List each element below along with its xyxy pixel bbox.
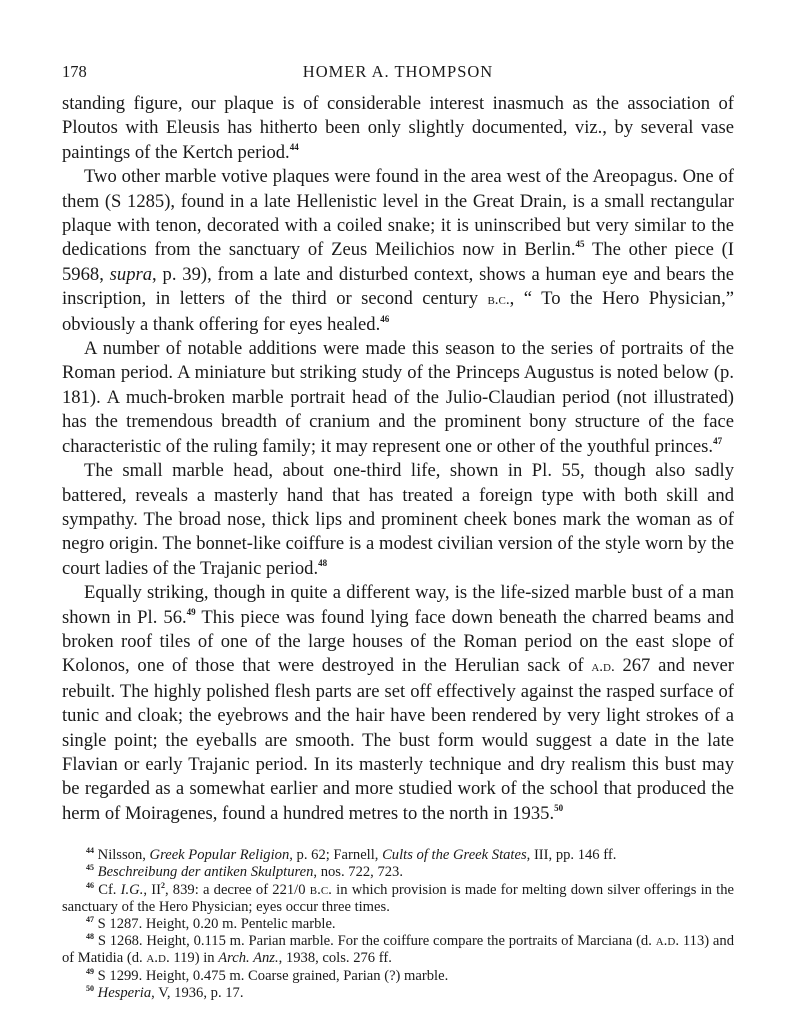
footnote-ref: 46: [380, 313, 390, 324]
small-caps-text: a.d.: [655, 933, 680, 950]
running-header: [62, 62, 734, 86]
footnote-number: 47: [86, 915, 94, 924]
footnote: [62, 916, 734, 933]
small-caps-text: a.d.: [146, 950, 170, 967]
small-caps-text: a.d.: [591, 659, 615, 676]
footnote: [62, 847, 734, 864]
text-run: 267 and never rebuilt. The highly polished flesh parts are set off effectively against the rasped surface of tunic and cloak; the eyebrows and the hair have been rendered by very light strokes of a single point; the eyeballs are smooth. The bust form would suggest a date in the late Flavian or early Trajanic period. In its masterly technique and dry realism this bust may be regarded as a somewhat earlier and more studied work of the school that produced the herm of Moiragenes, found a hundred metres to the north in 1935.: [62, 655, 734, 824]
footnote: [62, 968, 734, 985]
paragraph: [62, 165, 734, 337]
footnotes: [62, 847, 734, 1002]
footnote-ref: 47: [713, 435, 723, 446]
text-run: , p. 62; Farnell,: [289, 847, 383, 864]
footnote-number: 48: [86, 932, 94, 942]
footnote: [62, 882, 734, 916]
footnote-ref: 50: [554, 802, 564, 813]
small-caps-text: b.c.: [309, 881, 332, 898]
small-caps-text: b.c.: [487, 292, 510, 309]
text-run: , 1938, cols. 276 ff.: [278, 950, 392, 967]
italic-text: Cults of the Greek States: [382, 847, 527, 864]
italic-text: Beschreibung der antiken Skulpturen: [97, 864, 314, 881]
text-run: in which provision is made for melting down silver offerings in the sanctuary of the Hero Physician; eyes occur three times.: [62, 881, 734, 915]
text-run: , “ To the Hero Physician,” obviously a thank offering for eyes healed.: [62, 288, 734, 335]
text-run: , II: [143, 881, 161, 898]
page-number: 178: [62, 62, 87, 81]
text-run: A number of notable additions were made this season to the series of portraits of the Roman period. A miniature but striking study of the Princeps Augustus is noted below (p. 181). A much-broken marble portrait head of the Julio-Claudian period (not illustrated) has the tremendous breadth of cranium and the prominent bony structure of the face characteristic of the ruling family; it may represent one or other of the youthful princes.: [62, 338, 734, 457]
page: [62, 62, 734, 1002]
text-run: The small marble head, about one-third life, shown in Pl. 55, though also sadly battered, reveals a masterly hand that has treated a foreign type with both skill and sympathy. The broad nose, thick lips and prominent cheek bones mark the woman as of negro origin. The bonnet-like coiffure is a modest civilian version of the style worn by the court ladies of the Trajanic period.: [62, 460, 734, 579]
italic-text: I.G.: [120, 881, 144, 898]
footnote: [62, 933, 734, 967]
footnote-number: 44: [86, 846, 94, 856]
footnote-ref: 45: [575, 239, 585, 250]
text-run: Cf.: [94, 881, 121, 898]
footnote-ref: 48: [318, 557, 328, 568]
text-run: Nilsson,: [94, 847, 150, 864]
italic-text: Hesperia: [97, 984, 152, 1001]
text-run: S 1287. Height, 0.20 m. Pentelic marble.: [94, 916, 336, 932]
paragraph: [62, 459, 734, 581]
footnote-ref: 44: [289, 141, 299, 152]
text-run: S 1268. Height, 0.115 m. Parian marble. For the coiffure compare the portraits of Marciana (d.: [94, 933, 656, 950]
footnote: [62, 985, 734, 1002]
main-text: [62, 92, 734, 826]
text-run: Equally striking, though in quite a different way, is the life-sized marble bust of a man shown in Pl. 56.: [62, 582, 734, 628]
text-run: , III, pp. 146 ff.: [526, 847, 617, 864]
paragraph: [62, 337, 734, 459]
text-run: , nos. 722, 723.: [313, 864, 403, 881]
text-run: standing figure, our plaque is of considerable interest inasmuch as the association of Ploutos with Eleusis has hitherto been only slightly documented, viz., by several vase paintings of the Kertch period.: [62, 93, 734, 163]
footnote-number: 46: [86, 880, 94, 890]
italic-text: supra: [109, 263, 153, 285]
text-run: , V, 1936, p. 17.: [151, 984, 244, 1001]
text-run: 119) in: [169, 950, 219, 967]
text-run: This piece was found lying face down beneath the charred beams and broken roof tiles of one of the large houses of the Roman period on the east slope of Kolonos, one of those that were destroyed in the Herulian sack of: [62, 606, 734, 677]
text-run: Two other marble votive plaques were found in the area west of the Areopagus. One of them (S 1285), found in a late Hellenistic level in the Great Drain, is a small rectangular plaque with tenon, decorated with a coiled snake; it is uninscribed but very similar to the dedications from the sanctuary of Zeus Meilichios now in Berlin.: [62, 166, 734, 261]
text-run: , 839: a decree of 221/0: [164, 881, 310, 898]
running-title: HOMER A. THOMPSON: [302, 62, 494, 81]
footnote-number: 49: [86, 966, 94, 976]
footnote-ref: 49: [186, 606, 196, 617]
text-run: S 1299. Height, 0.475 m. Coarse grained, Parian (?) marble.: [94, 967, 449, 984]
text-run: 113) and of Matidia (d.: [62, 933, 735, 967]
paragraph: [62, 581, 734, 826]
footnote: [62, 864, 734, 881]
footnote-number: 45: [86, 863, 94, 873]
paragraph: [62, 92, 734, 165]
italic-text: Arch. Anz.: [218, 950, 279, 967]
footnote-number: 50: [86, 983, 94, 993]
italic-text: Greek Popular Religion: [149, 847, 290, 864]
footnote-ref: 2: [160, 880, 165, 890]
text-run: The other piece (I 5968,: [62, 239, 734, 285]
text-run: , p. 39), from a late and disturbed context, shows a human eye and bears the inscription, in letters of the third or second century: [62, 263, 735, 310]
